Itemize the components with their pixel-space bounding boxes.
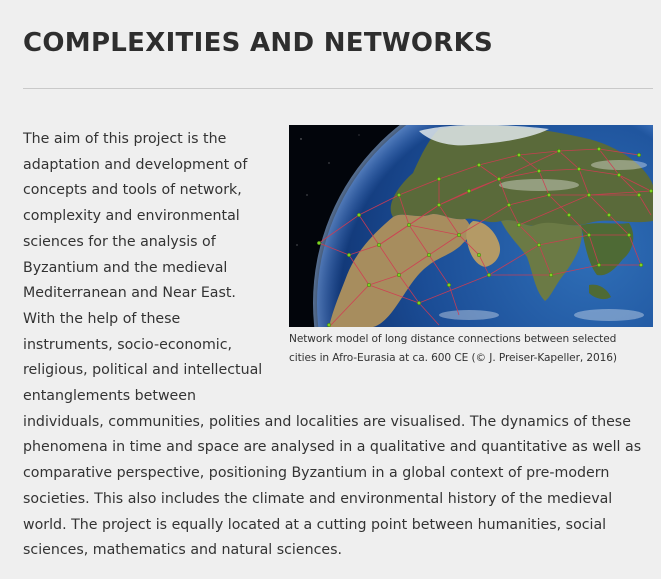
description-line: concepts and tools of network, — [23, 182, 242, 199]
description-line: Byzantium and the medieval — [23, 259, 228, 276]
description-line: phenomena in time and space are analysed in a qualitative and quantitative as well as — [23, 439, 642, 456]
description-line: sciences for the analysis of — [23, 233, 216, 250]
description-line: With the help of these — [23, 310, 181, 327]
description-line: The aim of this project is the — [23, 131, 227, 147]
description-line: societies. This also includes the climate and environmental history of the medieval — [23, 490, 613, 507]
figure-caption-line: cities in Afro-Eurasia at ca. 600 CE (© J. Preiser-Kapeller, 2016) — [289, 352, 617, 364]
description-line: complexity and environmental — [23, 208, 240, 225]
title-divider — [23, 88, 653, 89]
figure-caption-line: Network model of long distance connections between selected — [289, 333, 617, 345]
page-title: COMPLEXITIES AND NETWORKS — [23, 28, 494, 58]
description-line: instruments, socio-economic, — [23, 336, 233, 353]
description-line: sciences, mathematics and natural sciences. — [23, 542, 343, 559]
description-line: comparative perspective, positioning Byzantium in a global context of pre-modern — [23, 465, 610, 482]
description-line: religious, political and intellectual — [23, 362, 263, 379]
description-line: adaptation and development of — [23, 156, 248, 173]
project-description — [23, 127, 653, 564]
description-line: entanglements between — [23, 388, 197, 405]
description-line: individuals, communities, polities and localities are visualised. The dynamics of these — [23, 413, 631, 430]
description-line: world. The project is equally located at a cutting point between humanities, social — [23, 516, 607, 533]
description-line: Mediterranean and Near East. — [23, 285, 236, 302]
